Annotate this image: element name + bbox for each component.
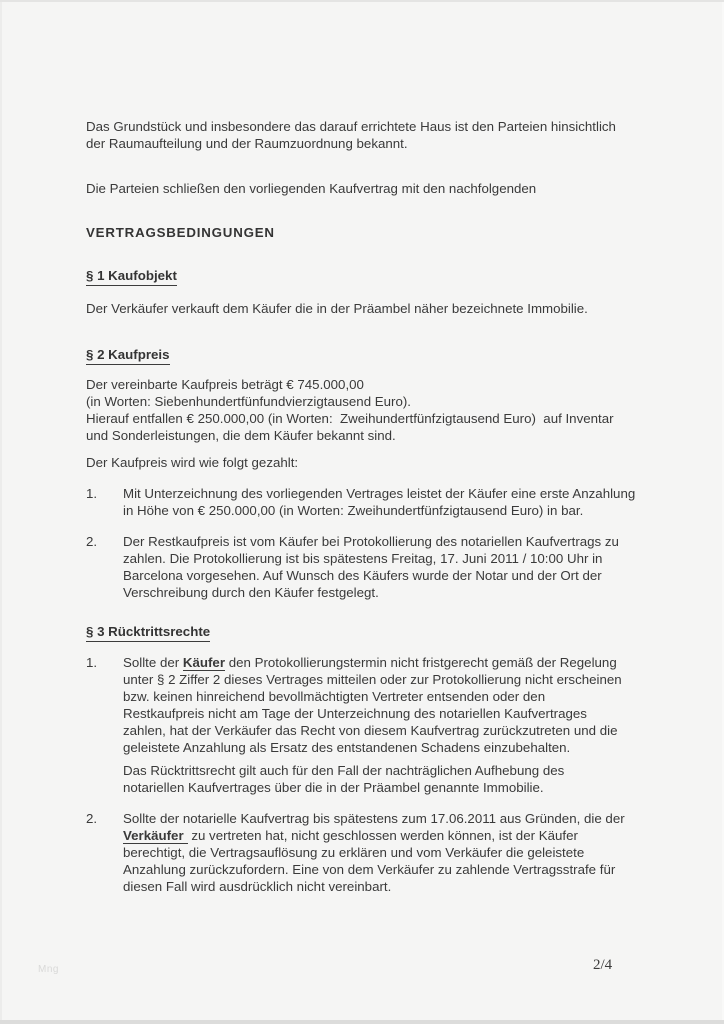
list-number: 2. xyxy=(86,534,98,549)
text-line: diesen Fall wird ausdrücklich nicht vereinbart. xyxy=(123,879,392,894)
text-line: der Raumaufteilung und der Raumzuordnung bekannt. xyxy=(86,136,408,151)
paragraph-payment-intro xyxy=(86,454,298,471)
text-line: Mit Unterzeichnung des vorliegenden Vertrages leistet der Käufer eine erste Anzahlung xyxy=(123,486,636,501)
text-line: Das Rücktrittsrecht gilt auch für den Fall der nachträglichen Aufhebung des xyxy=(123,763,565,778)
section-3-title xyxy=(86,624,210,642)
text-line: Die Parteien schließen den vorliegenden Kaufvertrag mit den nachfolgenden xyxy=(86,181,537,196)
s2-payment-item-2 xyxy=(86,533,619,601)
s3-item-1-continuation xyxy=(123,762,564,796)
paragraph-property-known xyxy=(86,118,616,152)
paragraph-parties-conclude xyxy=(86,180,536,197)
heading-vertragsbedingungen xyxy=(86,224,275,241)
page-number: 2/4 xyxy=(593,957,613,973)
text-line: Barcelona vorgesehen. Auf Wunsch des Käufers wurde der Notar und der Ort der xyxy=(123,568,602,583)
section-2-title xyxy=(86,347,170,365)
section-1-title xyxy=(86,268,177,286)
emphasis-verkaeufer: Verkäufer xyxy=(123,828,188,844)
text-line: Sollte der Käufer den Protokollierungstermin nicht fristgerecht gemäß der Regelung xyxy=(123,655,617,670)
text-line: zahlen, hat der Verkäufer das Recht von diesem Kaufvertrag zurückzutreten und die xyxy=(123,723,618,738)
text-line: Das Grundstück und insbesondere das darauf errichtete Haus ist den Parteien hinsichtlich xyxy=(86,119,616,134)
list-number: 1. xyxy=(86,655,98,670)
text-line: Der Restkaufpreis ist vom Käufer bei Protokollierung des notariellen Kaufvertrags zu xyxy=(123,534,619,549)
text-line: unter § 2 Ziffer 2 dieses Vertrages mitteilen oder zur Protokollierung nicht erscheinen xyxy=(123,672,622,687)
text-line: notariellen Kaufvertrages über die in der Präambel genannte Immobilie. xyxy=(123,780,544,795)
text-line: Anzahlung zurückzufordern. Eine von dem Verkäufer zu zahlende Vertragsstrafe für xyxy=(123,862,616,877)
text-line: Der Verkäufer verkauft dem Käufer die in der Präambel näher bezeichnete Immobilie. xyxy=(86,301,588,316)
text-line: berechtigt, die Vertragsauflösung zu erklären und vom Verkäufer die geleistete xyxy=(123,845,585,860)
list-item-text xyxy=(123,485,635,519)
emphasis-kaeufer: Käufer xyxy=(182,655,225,670)
list-number: 2. xyxy=(86,811,98,826)
list-item-text xyxy=(123,810,625,895)
text-line: in Höhe von € 250.000,00 (in Worten: Zweihundertfünfzigtausend Euro) in bar. xyxy=(123,503,584,518)
list-number: 1. xyxy=(86,486,98,501)
text-line: Sollte der notarielle Kaufvertrag bis spätestens zum 17.06.2011 aus Gründen, die der xyxy=(123,811,625,826)
heading-text: VERTRAGSBEDINGUNGEN xyxy=(86,225,275,240)
text-line: Der Kaufpreis wird wie folgt gezahlt: xyxy=(86,455,299,470)
text-line: geleistete Anzahlung als Ersatz des entstandenen Schadens einzubehalten. xyxy=(123,740,571,755)
text-line: Restkaufpreis nicht am Tage der Unterzeichnung des notariellen Kaufvertrages xyxy=(123,706,587,721)
section-title-text: § 3 Rücktrittsrechte xyxy=(86,624,210,642)
s3-withdrawal-item-2 xyxy=(86,810,625,895)
section-title-text: § 1 Kaufobjekt xyxy=(86,268,177,286)
list-item-text xyxy=(123,654,622,756)
text-line: zahlen. Die Protokollierung ist bis spätestens Freitag, 17. Juni 2011 / 10:00 Uhr in xyxy=(123,551,603,566)
text-line: Verschreibung durch den Käufer festgelegt. xyxy=(123,585,379,600)
s2-payment-item-1 xyxy=(86,485,635,519)
footer-watermark: Mng xyxy=(38,964,59,975)
s3-withdrawal-item-1 xyxy=(86,654,622,756)
text-line: Hierauf entfallen € 250.000,00 (in Worten: Zweihundertfünfzigtausend Euro) auf Inventar xyxy=(86,411,614,426)
list-item-text xyxy=(123,533,619,601)
text-line: Der vereinbarte Kaufpreis beträgt € 745.000,00 xyxy=(86,377,364,392)
section-1-body xyxy=(86,300,588,317)
text-line: und Sonderleistungen, die dem Käufer bekannt sind. xyxy=(86,428,396,443)
text-line: bzw. keinen hinreichend bevollmächtigten Vertreter entsenden oder den xyxy=(123,689,546,704)
paragraph-purchase-price xyxy=(86,376,614,444)
text-line: (in Worten: Siebenhundertfünfundvierzigtausend Euro). xyxy=(86,394,411,409)
section-title-text: § 2 Kaufpreis xyxy=(86,347,170,365)
text-line: Verkäufer zu vertreten hat, nicht geschlossen werden können, ist der Käufer xyxy=(123,828,578,843)
